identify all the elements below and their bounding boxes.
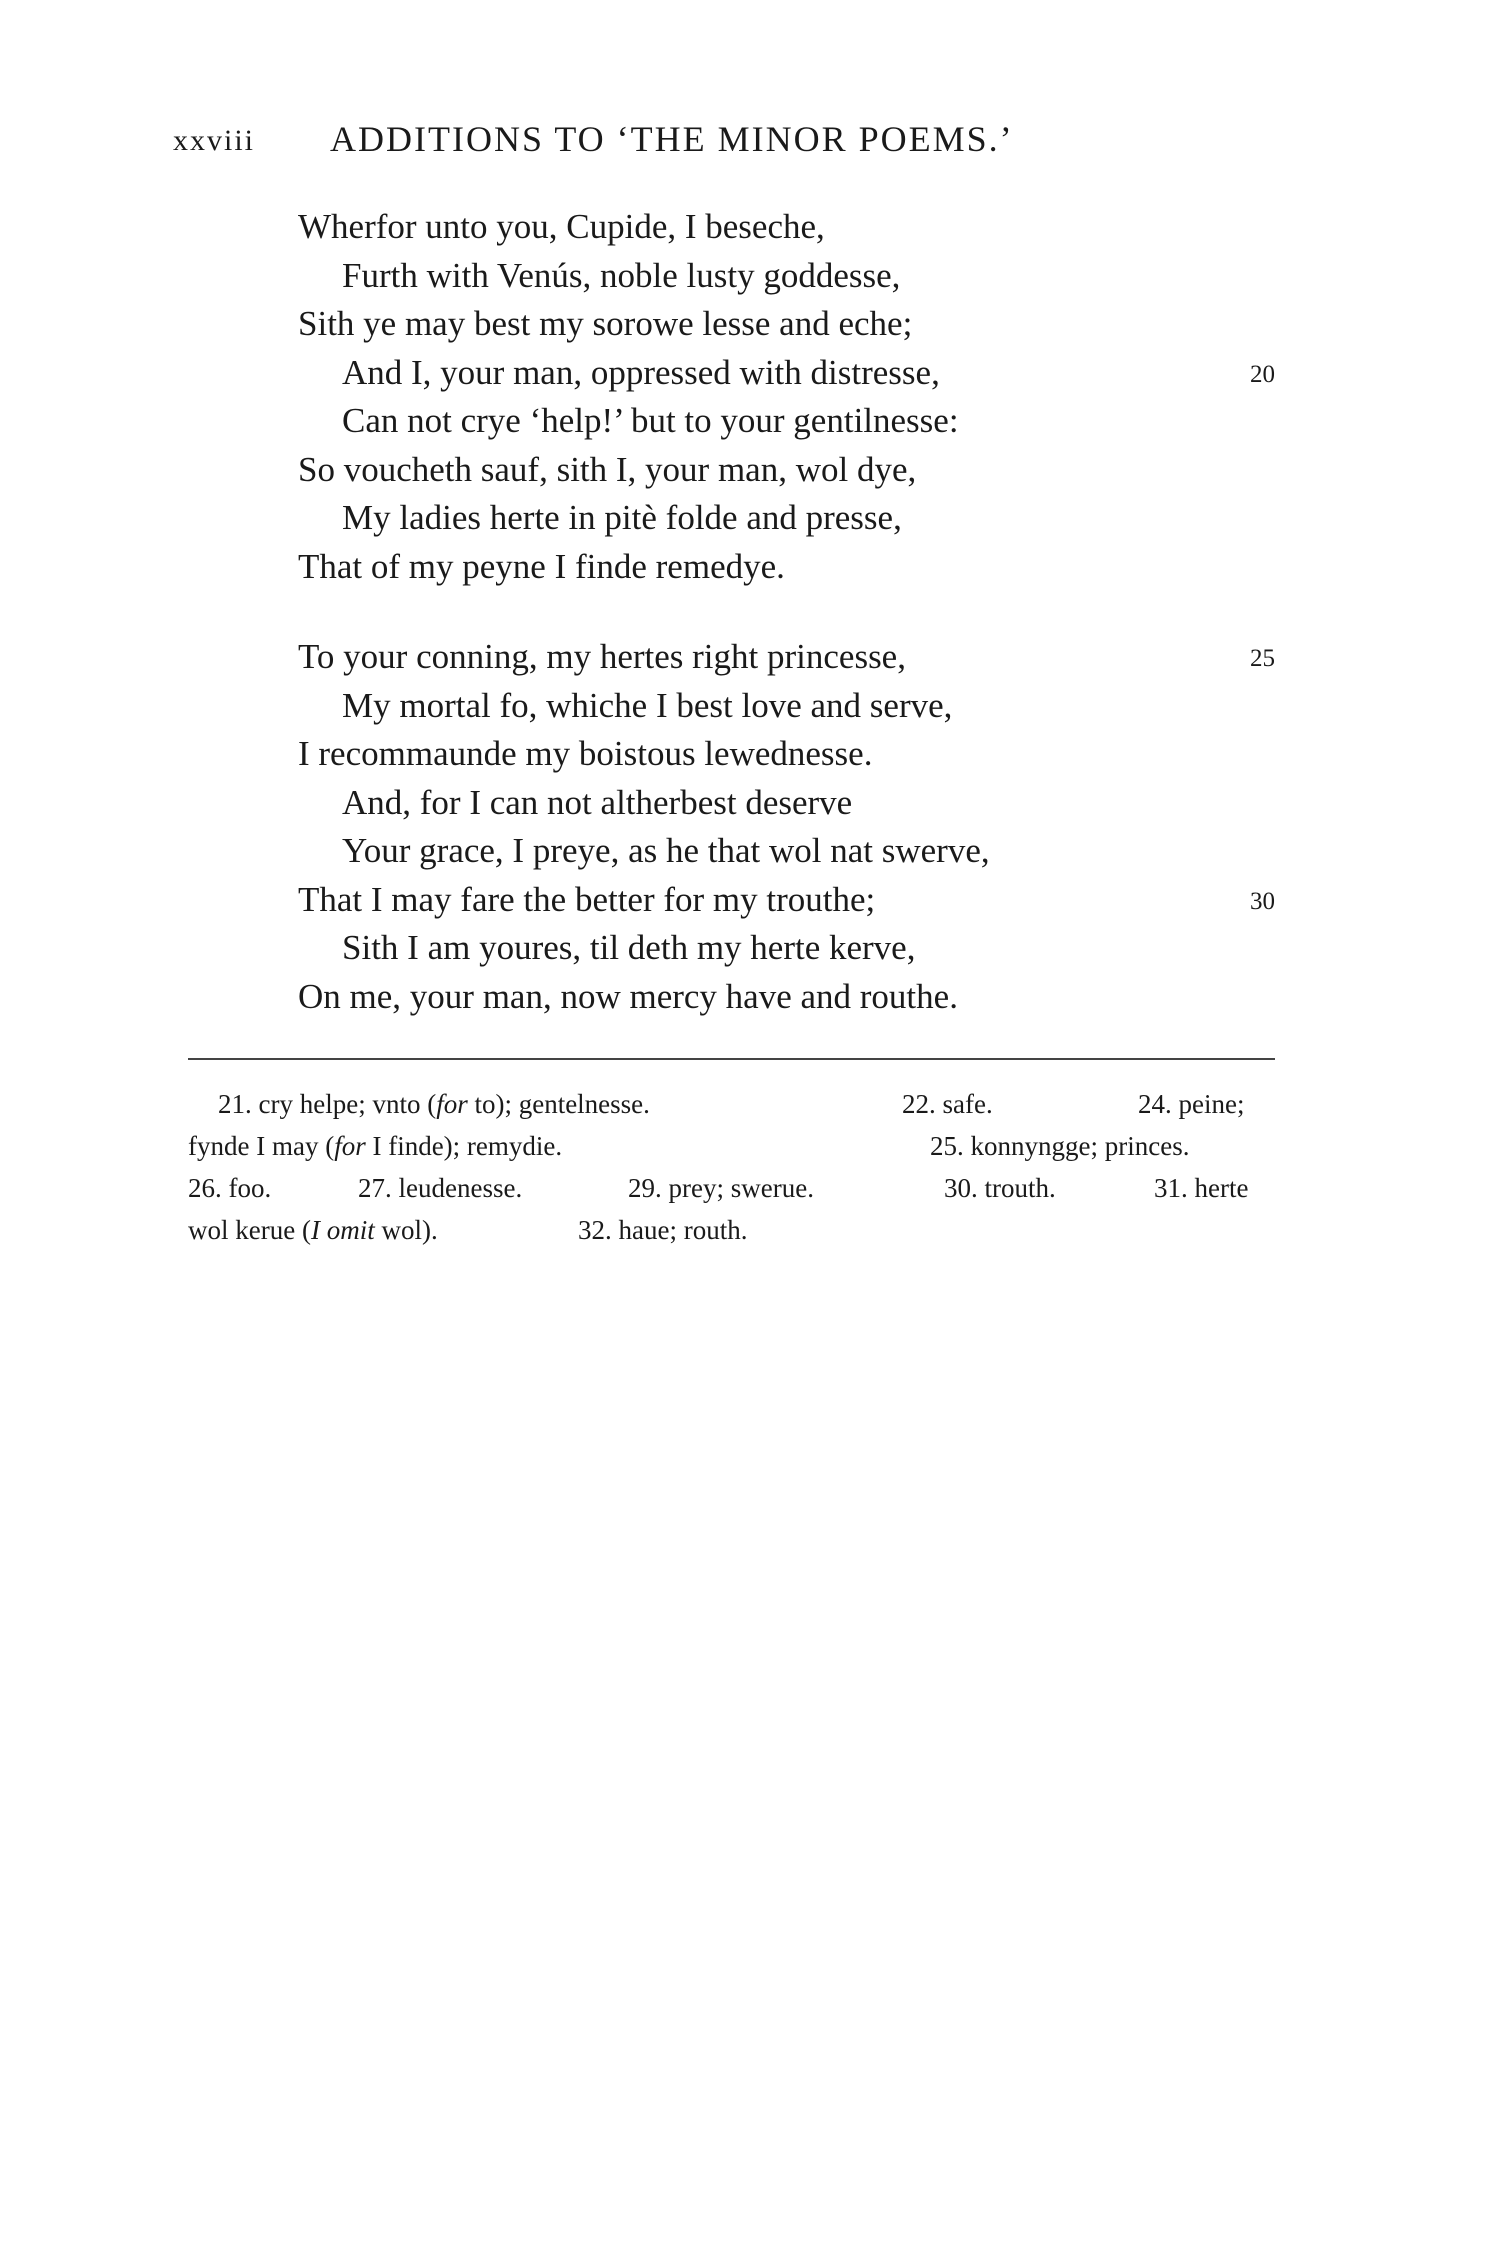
page-number: xxviii: [173, 124, 256, 157]
line-text: To your conning, my hertes right princesse,: [298, 637, 906, 676]
footnote-27: 27. leudenesse.: [358, 1173, 523, 1203]
poem-line: [298, 543, 1278, 592]
footnote-emphasis: I omit: [310, 1215, 375, 1245]
footnote-number: 21.: [218, 1089, 252, 1119]
line-text: My ladies herte in pitè folde and presse,: [342, 498, 902, 537]
line-text: On me, your man, now mercy have and routhe.: [298, 976, 958, 1016]
running-title: ADDITIONS TO ‘THE MINOR POEMS.’: [330, 119, 1014, 159]
footnote-29: 29. prey; swerue.: [628, 1173, 814, 1203]
line-text: Furth with Venús, noble lusty goddesse,: [342, 255, 901, 295]
line-text: Sith ye may best my sorowe lesse and eche;: [298, 304, 913, 343]
line-text: Wherfor unto you, Cupide, I beseche,: [298, 207, 825, 246]
line-number: 30: [1250, 887, 1275, 915]
poem-line: [298, 633, 1278, 682]
footnote-text: cry helpe; vnto (: [258, 1089, 437, 1119]
footnote-25: 25. konnyngge; princes.: [930, 1131, 1190, 1161]
footnote-text: wol).: [374, 1215, 438, 1245]
poem-line: [298, 397, 1278, 446]
footnote-31: 31. herte: [1154, 1173, 1249, 1203]
line-text: Can not crye ‘help!’ but to your gentilnesse:: [342, 401, 959, 440]
line-text: I recommaunde my boistous lewednesse.: [298, 734, 873, 773]
line-number: 25: [1250, 645, 1275, 672]
footnote-row: [188, 1125, 1278, 1167]
poem-line: [298, 349, 1278, 398]
line-text: Your grace, I preye, as he that wol nat swerve,: [342, 831, 990, 870]
footnote-row: [188, 1167, 1278, 1209]
footnote-emphasis: for: [436, 1089, 468, 1119]
poem-line: [298, 779, 1278, 828]
poem-line: [298, 300, 1278, 349]
footnote-rule: [188, 1058, 1275, 1060]
line-text: Sith I am youres, til deth my herte kerve,: [342, 928, 916, 967]
line-text: That of my peyne I finde remedye.: [298, 546, 785, 586]
stanza-2: [298, 633, 1278, 1021]
footnote-emphasis: for: [334, 1131, 366, 1161]
poem-line: [298, 730, 1278, 779]
line-text: And I, your man, oppressed with distresse,: [342, 352, 940, 392]
stanza-1: [298, 203, 1278, 591]
footnote-row: [188, 1083, 1278, 1125]
footnotes: [188, 1083, 1278, 1251]
line-number: 20: [1250, 360, 1275, 388]
poem-line: [298, 252, 1278, 301]
footnote-30: 30. trouth.: [944, 1173, 1056, 1203]
footnote-24-cont: [188, 1125, 562, 1167]
line-text: That I may fare the better for my trouthe;: [298, 879, 876, 919]
footnote-24: 24. peine;: [1138, 1089, 1245, 1119]
footnote-text: I finde); remydie.: [365, 1131, 563, 1161]
footnote-32: 32. haue; routh.: [578, 1215, 748, 1245]
footnote-row: [188, 1209, 1278, 1251]
poem-line: [298, 973, 1278, 1022]
poem-line: [298, 682, 1278, 731]
footnote-31-cont: [188, 1209, 438, 1251]
footnote-26: 26. foo.: [188, 1173, 272, 1203]
line-text: And, for I can not altherbest deserve: [342, 782, 853, 822]
poem-line: [298, 924, 1278, 973]
line-text: So voucheth sauf, sith I, your man, wol dye,: [298, 449, 917, 489]
poem-line: [298, 494, 1278, 543]
poem-line: [298, 203, 1278, 252]
poem-line: [298, 827, 1278, 876]
poem-line: [298, 446, 1278, 495]
footnote-text: to); gentelnesse.: [467, 1089, 650, 1119]
footnote-22: 22. safe.: [902, 1089, 993, 1119]
page-header: [173, 118, 1333, 178]
footnote-21: [218, 1083, 650, 1125]
footnote-text: wol kerue (: [188, 1215, 311, 1245]
poem-line: [298, 876, 1278, 925]
footnote-text: fynde I may (: [188, 1131, 335, 1161]
line-text: My mortal fo, whiche I best love and serve,: [342, 685, 953, 725]
